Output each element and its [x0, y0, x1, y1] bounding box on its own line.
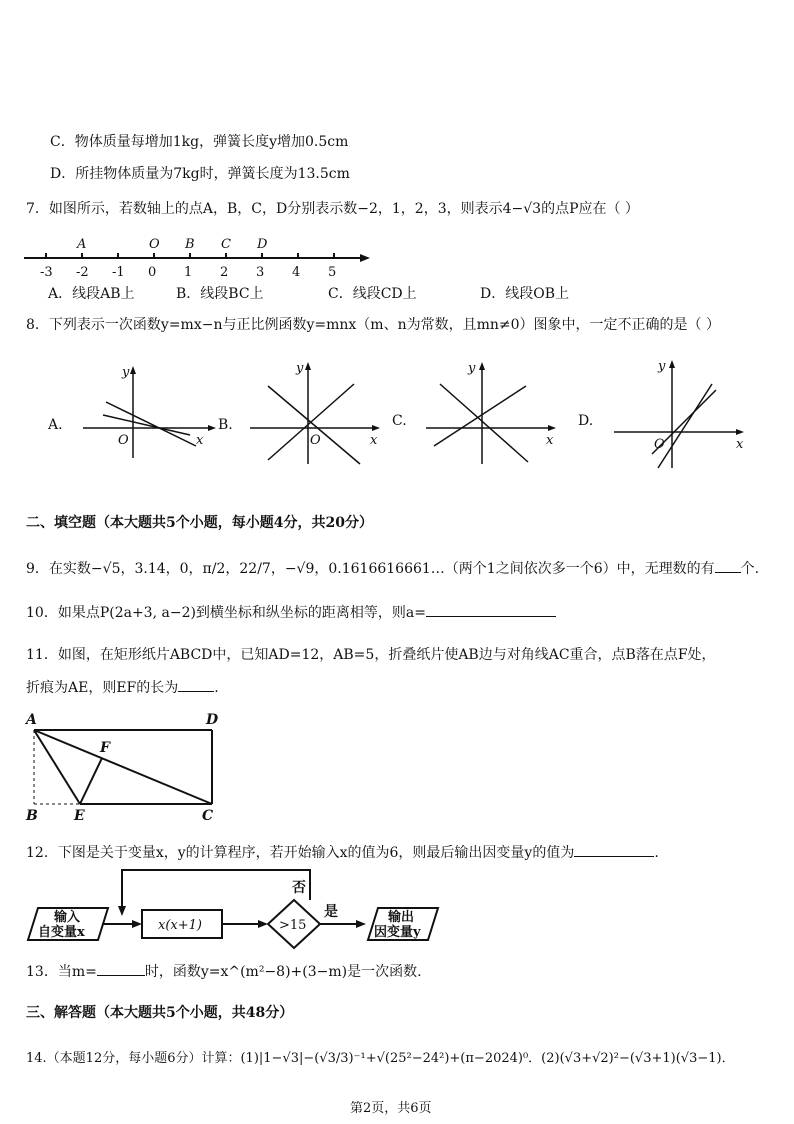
q9-prefix: 9．在实数: [26, 561, 91, 577]
q8-label-a: A.: [48, 417, 63, 433]
q11-line1: 11．如图，在矩形纸片ABCD中，已知AD=12，AB=5，折叠纸片使AB边与对角线AC重合，点B落在点F处，: [26, 647, 716, 663]
number-line-tick-label: 5: [328, 265, 337, 280]
q11-label-d: D: [206, 712, 219, 728]
number-line-point-label: O: [149, 237, 160, 252]
q10-stem: 10．如果点P(2a+3, a−2)到横坐标和纵坐标的距离相等，则a=: [26, 605, 427, 621]
number-line-tick-label: 0: [148, 265, 157, 280]
number-line-tick-label: -1: [112, 265, 125, 280]
number-line-tick-label: 4: [292, 265, 301, 280]
q10-text: [26, 604, 556, 622]
section3-heading: 三、解答题（本大题共5个小题，共48分）: [26, 1005, 294, 1021]
number-line-point-label: C: [221, 237, 231, 252]
q12-stem: 12．下图是关于变量x，y的计算程序，若开始输入x的值为6，则最后输出因变量y的值为: [26, 845, 575, 861]
q7-option-c: C．线段CD上: [328, 286, 417, 302]
q12-decision: >15: [279, 918, 307, 933]
q12-output-line1: 输出: [388, 910, 415, 925]
q8-label-b: B.: [218, 417, 233, 433]
q11-line2: [26, 679, 219, 697]
q9-suffix: 个.: [740, 561, 760, 577]
q12-no-label: 否: [292, 880, 306, 896]
q13-text: [26, 963, 422, 981]
q12-yes-label: 是: [324, 904, 338, 920]
q12-text: [26, 844, 659, 862]
q8-graph-b: [248, 356, 388, 466]
q13-suffix: 时，函数y=x^(m²−8)+(3−m)是一次函数.: [144, 964, 422, 980]
q9-text: [26, 560, 759, 578]
q6-option-d: D．所挂物体质量为7kg时，弹簧长度为13.5cm: [50, 166, 350, 182]
q11-rectangle-figure: [20, 706, 230, 826]
q8d-x-label: x: [736, 437, 744, 452]
q8b-origin: O: [310, 433, 321, 448]
q11-label-c: C: [202, 808, 214, 824]
number-line-point-label: B: [185, 237, 195, 252]
q11-blank[interactable]: [178, 691, 214, 692]
q9-numbers: −√5，3.14，0，π/2，22/7，−√9，0.1616616661…（两个1之间依次多一个6）中，无理数的有: [90, 561, 715, 577]
q12-input-line1: 输入: [54, 910, 81, 925]
number-line-tick-label: 1: [184, 265, 193, 280]
number-line-tick-label: -3: [40, 265, 53, 280]
q8-stem: 8．下列表示一次函数y=mx−n与正比例函数y=mnx（m、n为常数，且mn≠0）图象中，一定不正确的是（ ）: [26, 317, 720, 333]
q6-option-c: C．物体质量每增加1kg，弹簧长度y增加0.5cm: [50, 134, 349, 150]
number-line-point-label: D: [257, 237, 268, 252]
q11-label-b: B: [26, 808, 38, 824]
page-footer: 第2页，共6页: [350, 1101, 432, 1116]
q14-text: 14.（本题12分，每小题6分）计算：(1)|1−√3|−(√3/3)⁻¹+√(25²−24²)+(π−2024)⁰．(2)(√3+√2)²−(√3+1)(√3−1)．: [26, 1051, 735, 1066]
q12-output-line2: 因变量y: [374, 925, 421, 940]
q13-blank[interactable]: [97, 975, 145, 976]
q8d-y-label: y: [658, 359, 666, 374]
q9-blank[interactable]: [715, 572, 741, 573]
q8a-origin: O: [118, 433, 129, 448]
q12-process: x(x+1): [158, 918, 202, 933]
number-line-point-label: A: [77, 237, 87, 252]
q11-label-e: E: [74, 808, 85, 824]
number-line-tick-label: -2: [76, 265, 89, 280]
q8c-y-label: y: [468, 361, 476, 376]
q13-prefix: 13．当m=: [26, 964, 97, 980]
q10-blank[interactable]: [426, 616, 556, 617]
q8-graph-c: [424, 356, 564, 466]
section2-heading: 二、填空题（本大题共5个小题，每小题4分，共20分）: [26, 515, 373, 531]
q12-suffix: .: [654, 845, 659, 861]
q12-flowchart: [26, 864, 446, 954]
q7-option-b: B．线段BC上: [176, 286, 264, 302]
q8c-x-label: x: [546, 433, 554, 448]
number-line-tick-label: 3: [256, 265, 265, 280]
q8-label-c: C.: [392, 413, 407, 429]
q8-graph-a: [78, 360, 218, 460]
q7-option-a: A．线段AB上: [48, 286, 135, 302]
q11-label-a: A: [26, 712, 37, 728]
q8b-y-label: y: [296, 361, 304, 376]
q8b-x-label: x: [370, 433, 378, 448]
q11-stem: 折痕为AE，则EF的长为: [26, 680, 179, 696]
q8-label-d: D.: [578, 413, 594, 429]
q12-blank[interactable]: [574, 856, 654, 857]
q7-number-line: [22, 232, 372, 280]
q11-label-f: F: [100, 740, 110, 756]
q8a-x-label: x: [196, 433, 204, 448]
q8a-y-label: y: [122, 365, 130, 380]
q7-option-d: D．线段OB上: [480, 286, 569, 302]
number-line-tick-label: 2: [220, 265, 229, 280]
q12-input-line2: 自变量x: [38, 925, 85, 940]
q7-stem: 7．如图所示，若数轴上的点A，B，C，D分别表示数−2，1，2，3，则表示4−√3的点P应在（ ）: [26, 201, 639, 217]
q8-graph-d: [612, 354, 752, 470]
q11-suffix: .: [214, 680, 219, 696]
q8d-origin: O: [654, 437, 665, 452]
